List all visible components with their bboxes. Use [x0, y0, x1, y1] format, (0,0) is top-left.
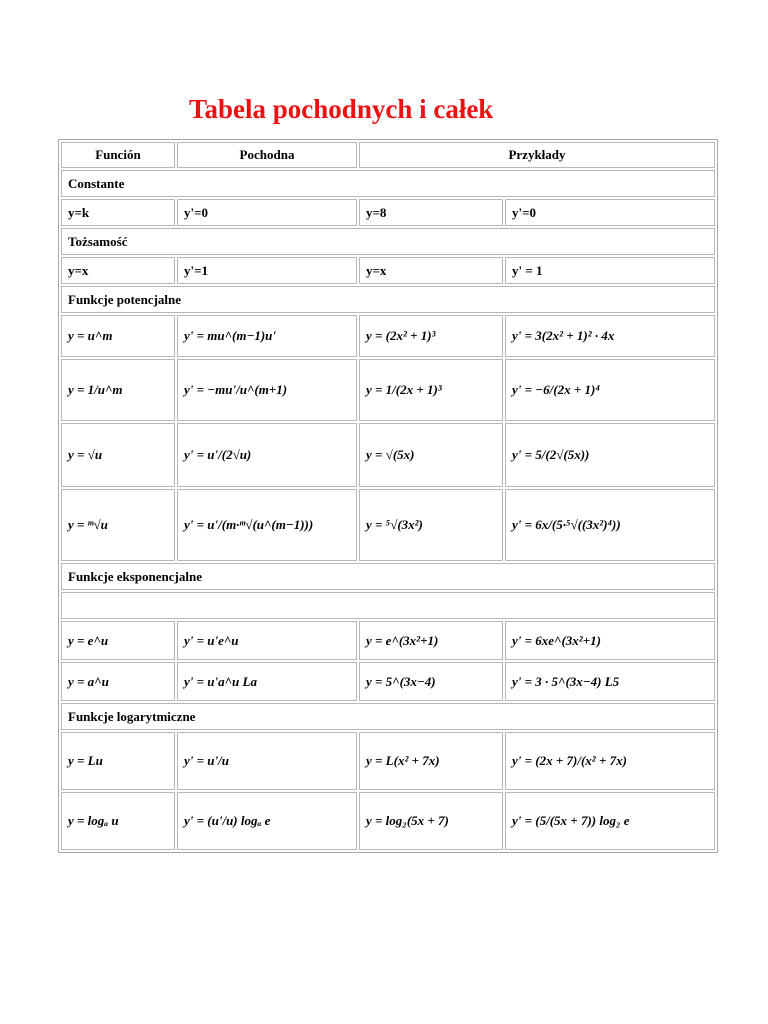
cell-function: y=x [61, 257, 175, 284]
section-power: Funkcje potencjalne [61, 286, 715, 313]
cell-example-derivative: y' = 1 [505, 257, 715, 284]
table-row [61, 621, 715, 660]
header-pochodna: Pochodna [177, 142, 357, 168]
cell-derivative: y'=1 [177, 257, 357, 284]
formula-function: y = 1/u^m [61, 359, 175, 421]
table-row [61, 315, 715, 357]
table-row [61, 489, 715, 561]
table-row [61, 199, 715, 226]
formula-example-derivative: y' = 5/(2√(5x)) [505, 423, 715, 487]
formula-example-derivative: y' = (5/(5x + 7)) log₂ e [505, 792, 715, 850]
formula-function: y = u^m [61, 315, 175, 357]
table-row [61, 792, 715, 850]
formula-example-derivative: y' = 3(2x² + 1)² · 4x [505, 315, 715, 357]
formula-example-derivative: y' = −6/(2x + 1)⁴ [505, 359, 715, 421]
table-row [61, 423, 715, 487]
cell-example: y=8 [359, 199, 503, 226]
section-row [61, 563, 715, 590]
table-row [61, 359, 715, 421]
header-przyklady: Przykłady [359, 142, 715, 168]
section-row [61, 228, 715, 255]
section-exp: Funkcje eksponencjalne [61, 563, 715, 590]
formula-example: y = ⁵√(3x²) [359, 489, 503, 561]
formula-derivative: y' = (u'/u) logₐ e [177, 792, 357, 850]
header-funcion: Función [61, 142, 175, 168]
formula-example: y = 5^(3x−4) [359, 662, 503, 701]
formula-example: y = √(5x) [359, 423, 503, 487]
formula-example: y = e^(3x²+1) [359, 621, 503, 660]
section-row [61, 703, 715, 730]
table-row [61, 732, 715, 790]
cell-example: y=x [359, 257, 503, 284]
formula-derivative: y' = u'a^u La [177, 662, 357, 701]
section-log: Funkcje logarytmiczne [61, 703, 715, 730]
formula-example-derivative: y' = 6x/(5·⁵√((3x²)⁴)) [505, 489, 715, 561]
empty-row [61, 592, 715, 619]
section-identity: Tożsamość [61, 228, 715, 255]
formula-function: y = e^u [61, 621, 175, 660]
formula-example: y = (2x² + 1)³ [359, 315, 503, 357]
formula-example: y = L(x² + 7x) [359, 732, 503, 790]
formula-derivative: y' = mu^(m−1)u' [177, 315, 357, 357]
formula-example-derivative: y' = (2x + 7)/(x² + 7x) [505, 732, 715, 790]
section-constante: Constante [61, 170, 715, 197]
formula-example: y = log₂(5x + 7) [359, 792, 503, 850]
cell-example-derivative: y'=0 [505, 199, 715, 226]
section-row [61, 170, 715, 197]
header-row [61, 142, 715, 168]
formula-derivative: y' = u'/(m·ᵐ√(u^(m−1))) [177, 489, 357, 561]
formula-example-derivative: y' = 3 · 5^(3x−4) L5 [505, 662, 715, 701]
table-row [61, 662, 715, 701]
formula-function: y = a^u [61, 662, 175, 701]
formula-derivative: y' = u'e^u [177, 621, 357, 660]
formula-function: y = √u [61, 423, 175, 487]
cell-derivative: y'=0 [177, 199, 357, 226]
table-row [61, 257, 715, 284]
cell-function: y=k [61, 199, 175, 226]
formula-derivative: y' = −mu'/u^(m+1) [177, 359, 357, 421]
formula-function: y = logₐ u [61, 792, 175, 850]
formula-function: y = Lu [61, 732, 175, 790]
empty-cell [61, 592, 715, 619]
formula-example-derivative: y' = 6xe^(3x²+1) [505, 621, 715, 660]
formula-function: y = ᵐ√u [61, 489, 175, 561]
formula-example: y = 1/(2x + 1)³ [359, 359, 503, 421]
formula-derivative: y' = u'/u [177, 732, 357, 790]
derivatives-table [58, 139, 718, 853]
section-row [61, 286, 715, 313]
formula-derivative: y' = u'/(2√u) [177, 423, 357, 487]
page-title: Tabela pochodnych i całek [189, 94, 494, 124]
